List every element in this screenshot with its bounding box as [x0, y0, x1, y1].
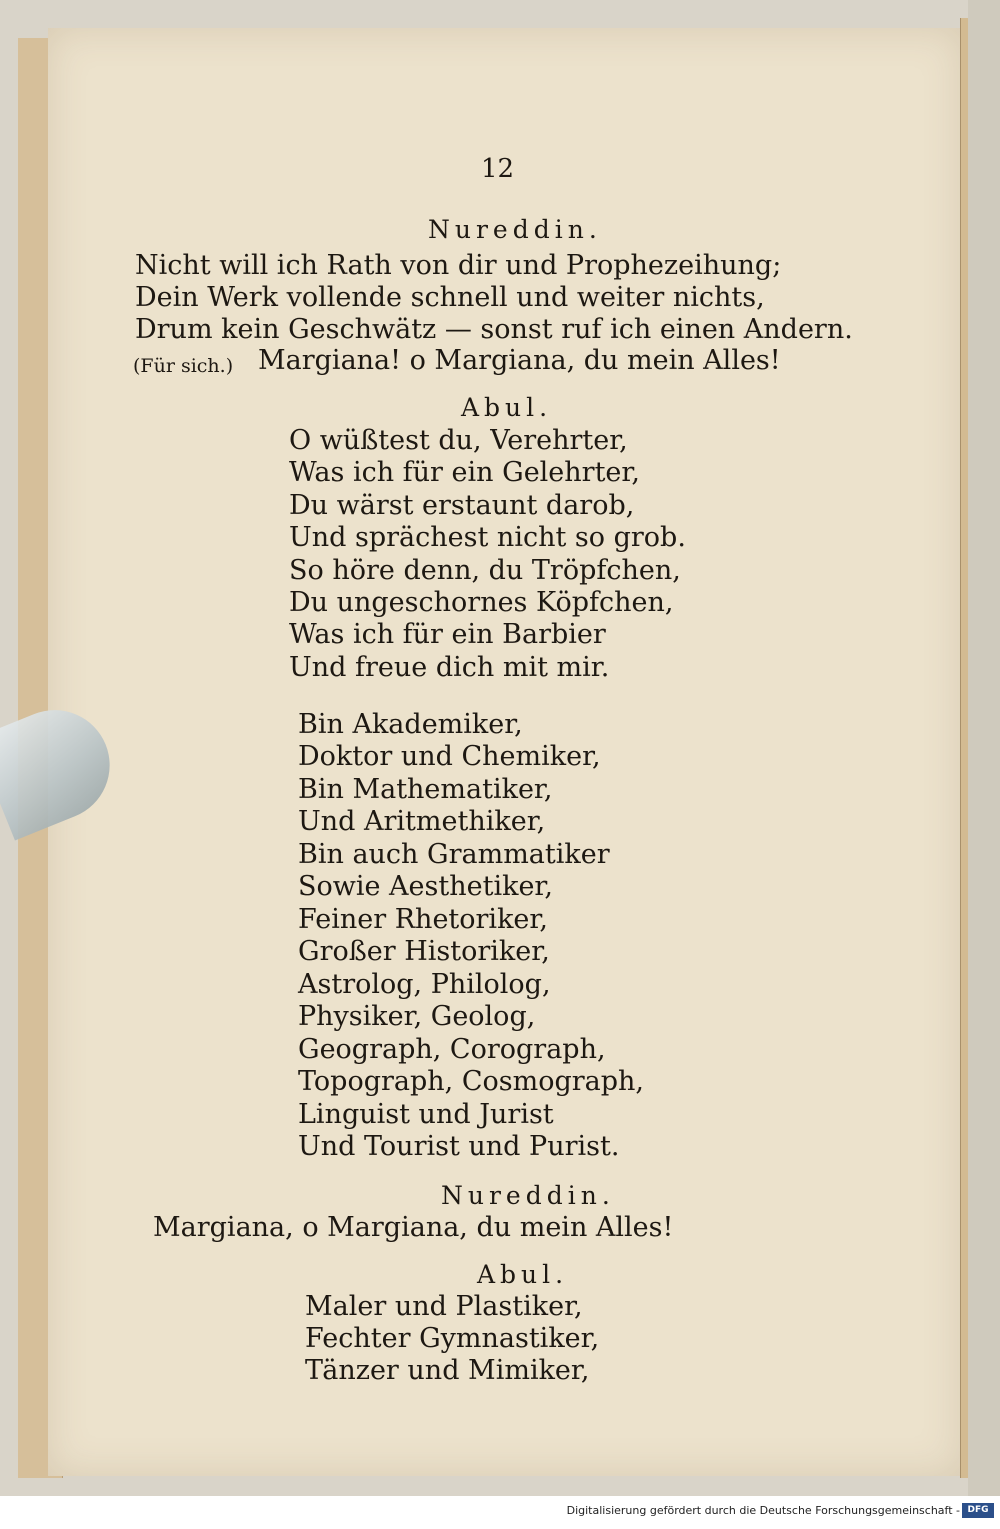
verse-line: Geograph, Corograph,: [298, 1034, 606, 1065]
dfg-logo: DFG: [962, 1503, 994, 1518]
verse-line: Was ich für ein Gelehrter,: [289, 457, 640, 488]
text-line: Dein Werk vollende schnell und weiter nichts,: [135, 282, 765, 313]
verse-line: Doktor und Chemiker,: [298, 741, 601, 772]
verse-line: Und Aritmethiker,: [298, 806, 546, 837]
verse-line: Physiker, Geolog,: [298, 1001, 536, 1032]
speaker-heading: Abul.: [461, 393, 553, 422]
verse-line: Und sprächest nicht so grob.: [289, 522, 686, 553]
scan-edge: [968, 0, 1000, 1496]
verse-line: So höre denn, du Tröpfchen,: [289, 555, 681, 586]
verse-line: Du wärst erstaunt darob,: [289, 490, 635, 521]
verse-line: Linguist und Jurist: [298, 1099, 554, 1130]
verse-line: Feiner Rhetoriker,: [298, 904, 548, 935]
verse-line: Und Tourist und Purist.: [298, 1131, 620, 1162]
verse-line: Bin auch Grammatiker: [298, 839, 610, 870]
verse-line: Tänzer und Mimiker,: [305, 1355, 590, 1386]
verse-line: Du ungeschornes Köpfchen,: [289, 587, 674, 618]
verse-line: Bin Akademiker,: [298, 709, 523, 740]
text-line: Nicht will ich Rath von dir und Prophezeihung;: [135, 250, 782, 281]
verse-line: Fechter Gymnastiker,: [305, 1323, 600, 1354]
verse-line: Großer Historiker,: [298, 936, 550, 967]
verse-line: Sowie Aesthetiker,: [298, 871, 553, 902]
page-number: 12: [481, 154, 515, 184]
verse-line: Maler und Plastiker,: [305, 1291, 583, 1322]
text-line: Drum kein Geschwätz — sonst ruf ich einen Andern.: [135, 314, 853, 345]
verse-line: Was ich für ein Barbier: [289, 619, 606, 650]
digitization-credit: Digitalisierung gefördert durch die Deutsche Forschungsgemeinschaft -: [566, 1504, 960, 1517]
text-line: Margiana, o Margiana, du mein Alles!: [153, 1212, 674, 1243]
verse-line: O wüßtest du, Verehrter,: [289, 425, 628, 456]
speaker-heading: Nureddin.: [428, 215, 602, 244]
verse-line: Und freue dich mit mir.: [289, 652, 610, 683]
stage-direction: (Für sich.): [133, 355, 234, 377]
verse-line: Bin Mathematiker,: [298, 774, 553, 805]
text-line: Margiana! o Margiana, du mein Alles!: [258, 345, 781, 376]
speaker-heading: Nureddin.: [441, 1181, 615, 1210]
speaker-heading: Abul.: [477, 1260, 569, 1289]
verse-line: Astrolog, Philolog,: [298, 969, 551, 1000]
verse-line: Topograph, Cosmograph,: [298, 1066, 645, 1097]
